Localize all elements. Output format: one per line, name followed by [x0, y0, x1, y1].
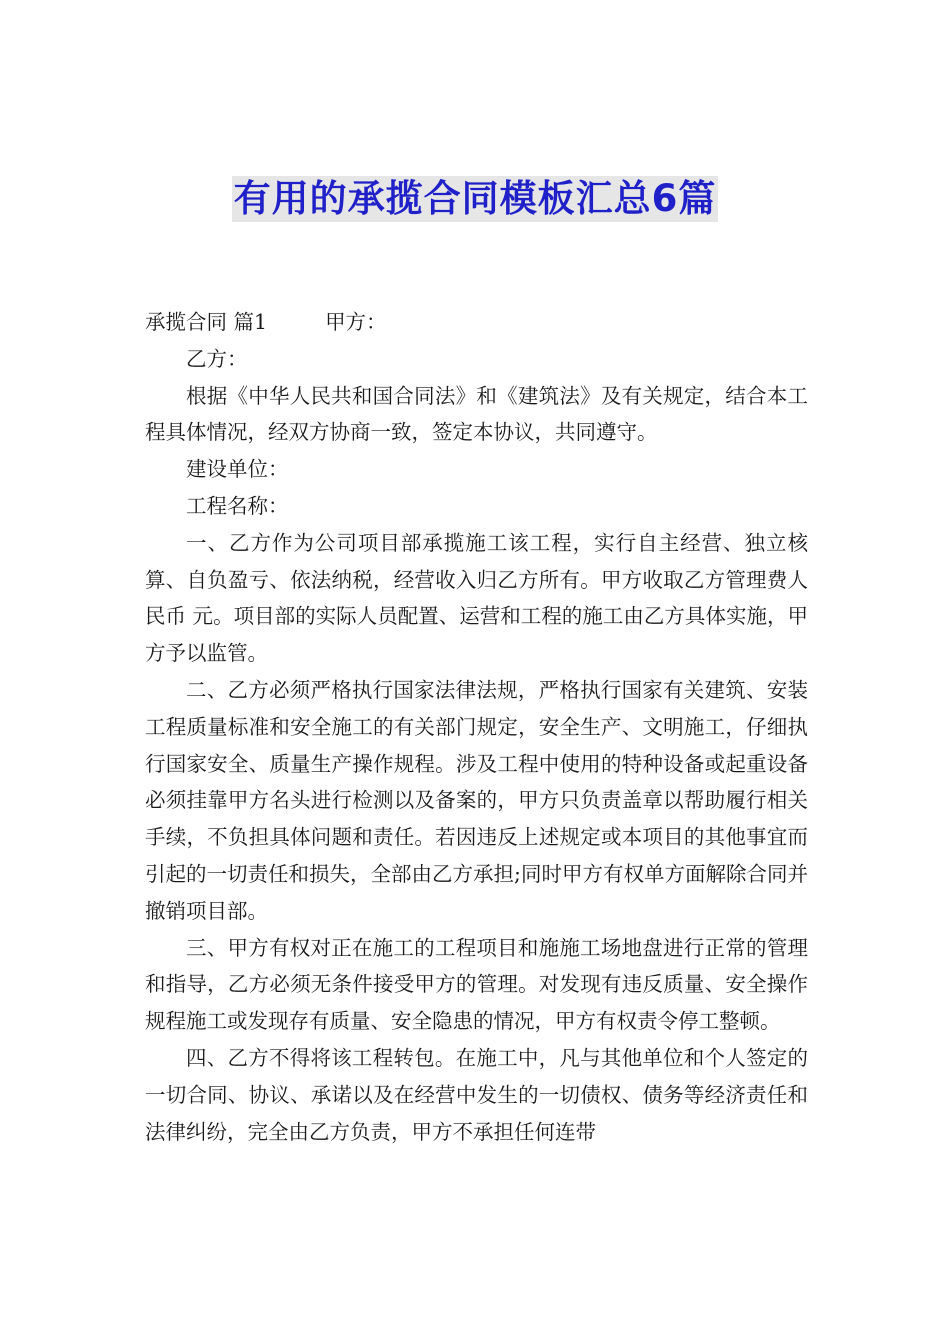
party-b-line: 乙方：: [186, 346, 248, 371]
title-container: [0, 176, 950, 222]
party-a-label: 甲方：: [325, 310, 387, 334]
document-title: 有用的承揽合同模板汇总6篇: [233, 177, 717, 220]
clause-2: 二、乙方必须严格执行国家法律法规，严格执行国家有关建筑、安装工程质量标准和安全施工的有关部门规定，安全生产、文明施工，仔细执行国家安全、质量生产操作规程。涉及工程中使用的特种设备或起重设备必须挂靠甲方名头进行检测以及备案的，甲方只负责盖章以帮助履行相关手续，不负担具体问题和责任。若因违反上述规定或本项目的其他事宜而引起的一切责任和损失，全部由乙方承担;同时甲方有权单方面解除合同并撤销项目部。: [145, 677, 808, 923]
first-line: [145, 304, 808, 341]
section-heading: 承揽合同 篇1: [145, 310, 268, 334]
document-body: [145, 304, 808, 1150]
project-name-line: 工程名称：: [186, 493, 289, 518]
paragraph-preamble: 根据《中华人民共和国合同法》和《建筑法》及有关规定，结合本工程具体情况，经双方协商一致，签定本协议，共同遵守。: [145, 383, 808, 445]
clause-1: 一、乙方作为公司项目部承揽施工该工程，实行自主经营、独立核算、自负盈亏、依法纳税，经营收入归乙方所有。甲方收取乙方管理费人民币 元。项目部的实际人员配置、运营和工程的施工由乙方具体实施，甲方予以监管。: [145, 530, 808, 666]
clause-3: 三、甲方有权对正在施工的工程项目和施施工场地盘进行正常的管理和指导，乙方必须无条件接受甲方的管理。对发现有违反质量、安全操作规程施工或发现存有质量、安全隐患的情况，甲方有权责令停工整顿。: [145, 935, 808, 1034]
construction-unit-line: 建设单位：: [186, 457, 289, 482]
clause-4: 四、乙方不得将该工程转包。在施工中，凡与其他单位和个人签定的一切合同、协议、承诺以及在经营中发生的一切债权、债务等经济责任和法律纠纷，完全由乙方负责，甲方不承担任何连带: [145, 1045, 808, 1144]
